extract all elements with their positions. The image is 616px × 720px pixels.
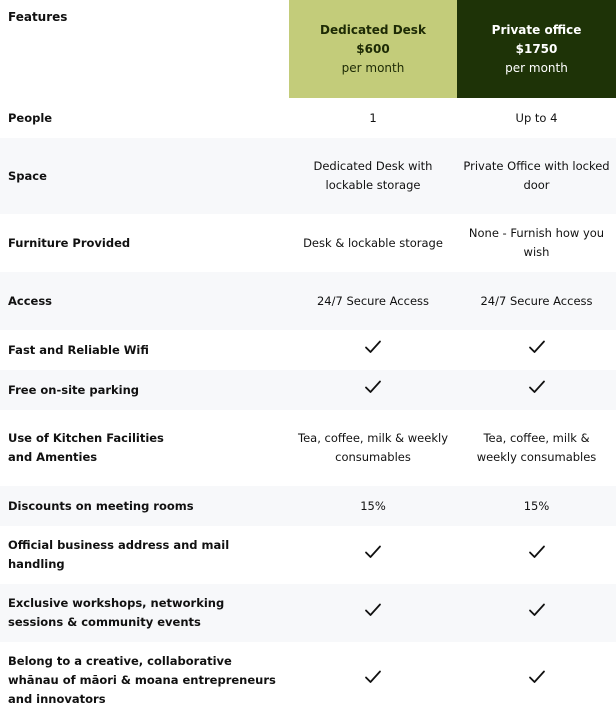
- table-row: [0, 98, 616, 138]
- office-value: [457, 602, 616, 624]
- feature-label: [0, 429, 289, 467]
- feature-label: People: [8, 110, 53, 125]
- check-icon: [364, 339, 382, 355]
- plan-header-dedicated-desk: [289, 0, 457, 98]
- table-header-row: [0, 0, 616, 98]
- desk-value: Dedicated Desk with lockable storage: [313, 159, 433, 192]
- office-value: [457, 669, 616, 691]
- table-row: [0, 526, 616, 584]
- check-icon: [528, 544, 546, 560]
- feature-label: Belong to a creative, collaborative whānau of māori & moana entrepreneurs and innovators: [8, 653, 276, 706]
- desk-value: 1: [369, 110, 377, 125]
- desk-value: Desk & lockable storage: [303, 235, 443, 250]
- desk-value: [289, 602, 457, 624]
- feature-label-line: Use of Kitchen Facilities: [8, 431, 164, 445]
- desk-value: [289, 339, 457, 361]
- office-value: [457, 379, 616, 401]
- office-value: [457, 544, 616, 566]
- office-value: None - Furnish how you wish: [468, 226, 605, 259]
- features-column-header: Features: [8, 10, 68, 24]
- office-value: 24/7 Secure Access: [480, 293, 593, 308]
- plan-period: per month: [505, 60, 568, 75]
- office-value: 15%: [523, 498, 550, 513]
- desk-value: 24/7 Secure Access: [316, 293, 430, 308]
- table-row: [0, 584, 616, 642]
- check-icon: [528, 339, 546, 355]
- check-icon: [528, 669, 546, 685]
- plan-name: Private office: [491, 22, 582, 37]
- table-row: [0, 272, 616, 330]
- check-icon: [364, 379, 382, 395]
- plan-name: Dedicated Desk: [320, 22, 426, 37]
- desk-value: 15%: [360, 498, 386, 513]
- feature-label: Space: [8, 168, 47, 183]
- table-row: [0, 642, 616, 718]
- feature-label: Access: [8, 293, 53, 308]
- office-value: [457, 339, 616, 361]
- check-icon: [364, 669, 382, 685]
- plan-header-private-office: [457, 0, 616, 98]
- feature-label: Furniture Provided: [8, 235, 131, 250]
- table-row: [0, 138, 616, 214]
- plan-period: per month: [341, 60, 405, 75]
- table-row: [0, 486, 616, 526]
- check-icon: [528, 602, 546, 618]
- feature-label: Free on-site parking: [8, 382, 140, 397]
- feature-label: Official business address and mail handling: [8, 538, 230, 571]
- desk-value: [289, 669, 457, 691]
- plan-price: $600: [356, 41, 390, 56]
- desk-value: Tea, coffee, milk & weekly consumables: [298, 431, 448, 464]
- office-value: Up to 4: [515, 110, 558, 125]
- table-row: [0, 330, 616, 370]
- check-icon: [528, 379, 546, 395]
- feature-label: Fast and Reliable Wifi: [8, 342, 149, 357]
- office-value: Private Office with locked door: [463, 159, 610, 192]
- desk-value: [289, 544, 457, 566]
- feature-label: Discounts on meeting rooms: [8, 498, 194, 513]
- feature-label-line: and Amenties: [8, 450, 98, 464]
- feature-label: Exclusive workshops, networking sessions & community events: [8, 596, 225, 629]
- table-row: [0, 370, 616, 410]
- desk-value: [289, 379, 457, 401]
- table-row: [0, 410, 616, 486]
- office-value: Tea, coffee, milk & weekly consumables: [476, 431, 597, 464]
- check-icon: [364, 602, 382, 618]
- check-icon: [364, 544, 382, 560]
- table-row: [0, 214, 616, 272]
- plan-price: $1750: [515, 41, 558, 56]
